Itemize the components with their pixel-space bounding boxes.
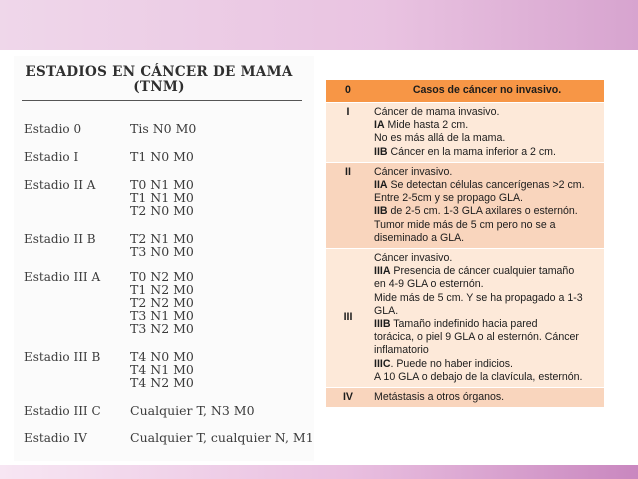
description-line: IIB de 2-5 cm. 1-3 GLA axilares o esternón. [374, 205, 578, 218]
cancer-stage-table [326, 79, 604, 407]
tnm-stage-iiib: Estadio III B [24, 350, 101, 364]
description-line: inflamatorio [374, 344, 429, 357]
table-row [326, 162, 604, 248]
tnm-value: T1 N1 M0 [130, 190, 194, 205]
table-row [326, 103, 604, 163]
header-stage-cell: 0 [326, 80, 370, 103]
header-description-cell: Casos de cáncer no invasivo. [370, 80, 604, 103]
description-cell [370, 103, 604, 163]
description-line: torácica, o piel 9 GLA o al esternón. Cáncer [374, 331, 579, 344]
description-line: Cáncer invasivo. [374, 165, 453, 178]
tnm-stage-iib: Estadio II B [24, 232, 96, 246]
description-line: en 4-9 GLA o esternón. [374, 278, 484, 291]
description-line: No es más allá de la mama. [374, 132, 506, 145]
stage-cell: III [326, 249, 370, 388]
tnm-value: T4 N0 M0 [130, 349, 194, 364]
tnm-stage-iiic: Estadio III C [24, 404, 101, 418]
tnm-value: T3 N2 M0 [130, 321, 194, 336]
tnm-value: T0 N1 M0 [130, 177, 194, 192]
tnm-stage-0: Estadio 0 [24, 122, 82, 136]
description-line: A 10 GLA o debajo de la clavícula, esternón. [374, 370, 583, 383]
description-line: IIB Cáncer en la mama inferior a 2 cm. [374, 145, 556, 158]
tnm-value: T1 N2 M0 [130, 282, 194, 297]
tnm-stage-iv: Estadio IV [24, 431, 87, 445]
table-header-row [326, 80, 604, 103]
description-line: Tumor mide más de 5 cm pero no se a [374, 218, 556, 231]
description-line: GLA. [374, 304, 399, 317]
description-line: IIA Se detectan células cancerígenas >2 cm. [374, 179, 585, 192]
tnm-value: T2 N1 M0 [130, 231, 194, 246]
tnm-value: T4 N2 M0 [130, 375, 194, 390]
tnm-value: T3 N0 M0 [130, 244, 194, 259]
tnm-subtitle: (TNM) [133, 79, 185, 95]
table-row [326, 249, 604, 388]
tnm-title-rule [22, 100, 302, 101]
description-line: IIIA Presencia de cáncer cualquier tamaño [374, 265, 575, 278]
stage-cell: II [326, 162, 370, 248]
description-line: IA Mide hasta 2 cm. [374, 119, 469, 132]
stage-cell: IV [326, 388, 370, 408]
stage-cell: I [326, 103, 370, 163]
tnm-value: T2 N2 M0 [130, 295, 194, 310]
tnm-title: ESTADIOS EN CÁNCER DE MAMA [25, 64, 293, 80]
description-line: diseminado a GLA. [374, 231, 465, 244]
description-cell [370, 162, 604, 248]
table-row [326, 388, 604, 408]
top-decorative-band [0, 0, 638, 50]
description-line: Cáncer de mama invasivo. [374, 106, 500, 118]
bottom-decorative-band [0, 465, 638, 479]
tnm-value: T0 N2 M0 [130, 269, 194, 284]
description-line: Metástasis a otros órganos. [374, 391, 505, 404]
tnm-value: T3 N1 M0 [130, 308, 194, 323]
tnm-value: Cualquier T, N3 M0 [130, 403, 255, 418]
tnm-stage-iiia: Estadio III A [24, 270, 101, 284]
description-cell [370, 388, 604, 408]
description-cell [370, 249, 604, 388]
description-line: IIIB Tamaño indefinido hacia pared [374, 318, 538, 331]
tnm-value: Cualquier T, cualquier N, M1 [130, 430, 314, 445]
description-line: Cáncer invasivo. [374, 252, 453, 265]
description-line: Mide más de 5 cm. Y se ha propagado a 1-3 [374, 291, 583, 304]
tnm-stage-iia: Estadio II A [24, 178, 96, 192]
description-line: IIIC. Puede no haber indicios. [374, 357, 513, 370]
tnm-stage-i: Estadio I [24, 150, 79, 164]
description-line: Entre 2-5cm y se propago GLA. [374, 192, 523, 205]
tnm-value: Tis N0 M0 [130, 121, 197, 136]
tnm-value: T1 N0 M0 [130, 149, 194, 164]
tnm-staging-image [14, 56, 314, 461]
tnm-value: T2 N0 M0 [130, 203, 194, 218]
tnm-value: T4 N1 M0 [130, 362, 194, 377]
